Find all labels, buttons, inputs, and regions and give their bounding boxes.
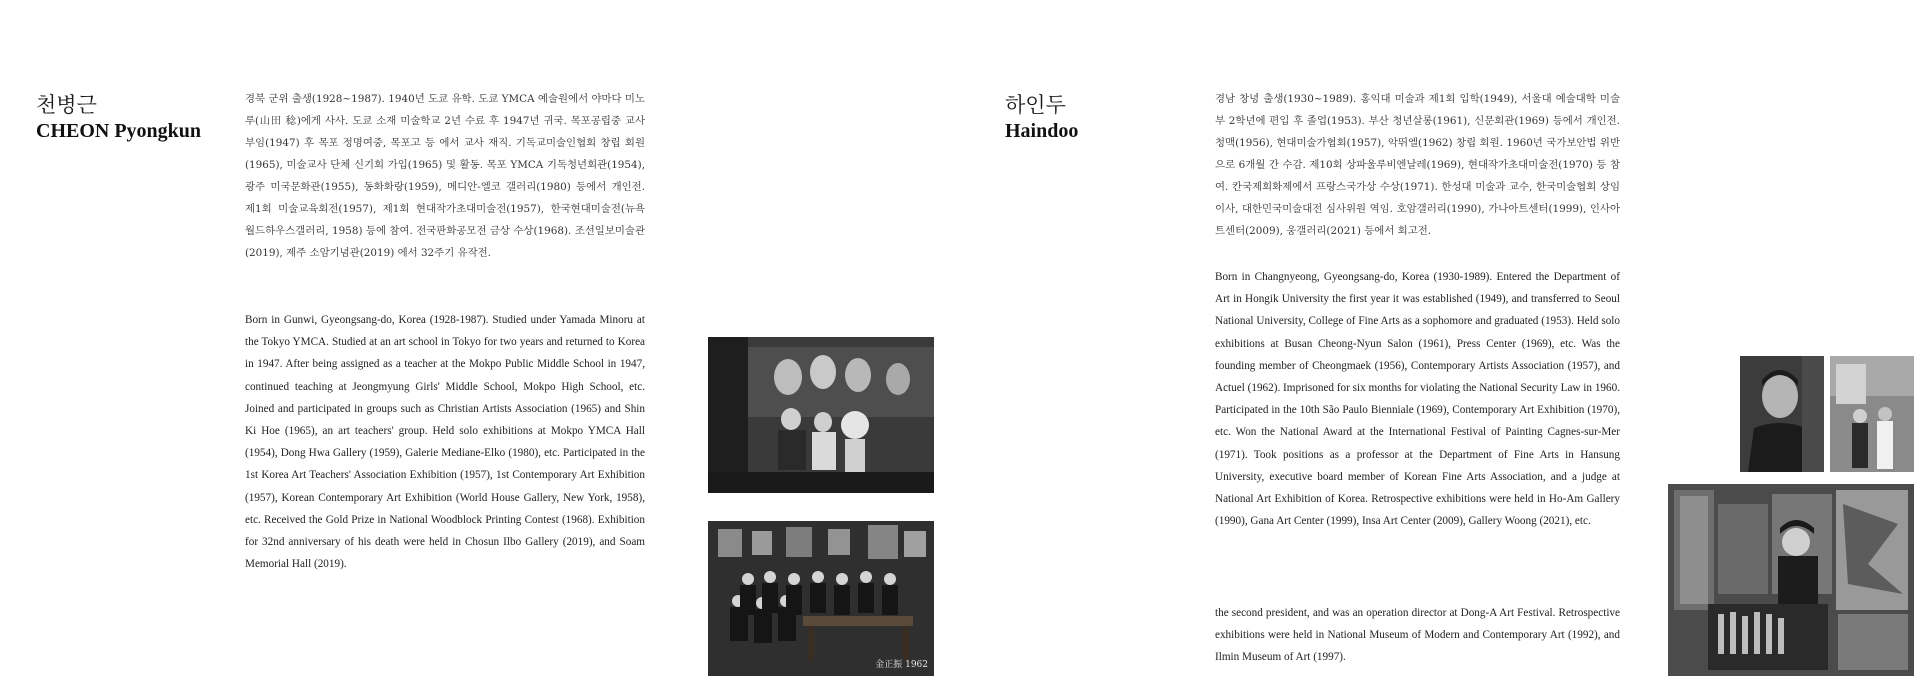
left-artist-bio-ko: 경북 군위 출생(1928~1987). 1940년 도쿄 유학. 도쿄 YMCA 예술원에서 야마다 미노루(山田 稔)에게 사사. 도쿄 소재 미술학교 2년 수료 후 1947년 귀국. 목포공립중 교사 부임(1947) 후 목포 정명여중, 목포고 등 에서 교사 재직. 기독교미술인협회 창립 회원(1965), 미술교사 단체 신기회 가입(1965) 및 활동. 목포 YMCA 기독청년회관(1954), 광주 미국문화관(1955), 동화화랑(1959), 메디안-엘코 갤러리(1980) 등에서 개인전. 제1회 미술교육회전(1957), 제1회 현대작가초대미술전(1957), 한국현대미술전(뉴욕 월드하우스갤러리, 1958) 등에 참여. 전국판화공모전 금상 수상(1968). 조선일보미술관(2019), 제주 소암기념관(2019) 에서 32주기 유작전. xyxy=(245,93,645,259)
right-artist-bio-ko: 경남 창녕 출생(1930~1989). 홍익대 미술과 제1회 입학(1949), 서울대 예술대학 미술부 2학년에 편입 후 졸업(1953). 부산 청년살롱(1961), 신문회관(1969) 등에서 개인전. 청맥(1956), 현대미술가협회(1957), 악뛰엘(1962) 창립 회원. 1960년 국가보안법 위반으로 6개월 간 수감. 제10회 상파울루비엔날레(1969), 현대작가초대미술전(1970) 등 참여. 칸국제회화제에서 프랑스국가상 수상(1971). 한성대 미술과 교수, 한국미술협회 상임이사, 대한민국미술대전 심사위원 역임. 호암갤러리(1990), 가나아트센터(1999), 인사아트센터(2009), 웅갤러리(2021) 등에서 회고전. xyxy=(1215,93,1620,237)
left-artist-bio-en: Born in Gunwi, Gyeongsang-do, Korea (1928-1987). Studied under Yamada Minoru at the Tokyo YMCA. Studied at an art school in Tokyo for two years and returned to Korea in 1947. After being assigned as a teacher at the Mokpo Public Middle School in 1947, continued teaching at Jeongmyung Girls' Middle School, Mokpo High School, etc. Joined and participated in groups such as Christian Artists Association (1965) and Shin Ki Hoe (1965), an art teachers' group. Held solo exhibitions at Mokpo YMCA Hall (1954), Dong Hwa Gallery (1959), Galerie Mediane-Elko (1980), etc. Participated in the 1st Korea Art Teachers' Association Exhibition (1957), 1st Contemporary Art Exhibition (1957), Korean Contemporary Art Exhibition (World House Gallery, New York, 1958), etc. Received the Gold Prize in National Woodblock Printing Contest (1968). Exhibition for 32nd anniversary of his death were held in Chosun Ilbo Gallery (2019), and Soam Memorial Hall (2019). xyxy=(245,314,645,571)
painting-studio-photo xyxy=(1668,484,1914,676)
left-artist-name-en: CHEON Pyongkun xyxy=(36,120,202,142)
portrait-photo xyxy=(1740,356,1824,472)
group-photo-caption: 金正振 1962 xyxy=(875,660,928,670)
left-artist-name-ko: 천병근 xyxy=(36,93,97,117)
studio-visit-photo xyxy=(1830,356,1914,472)
right-artist-name-en: Haindoo xyxy=(1005,120,1079,142)
right-artist-bio-en-continued: the second president, and was an operation director at Dong-A Art Festival. Retrospective exhibitions were held in National Museum of Modern and Contemporary Art (1992), and Ilmin Museum of Art (1997). xyxy=(1215,607,1620,664)
studio-photo xyxy=(708,337,934,493)
right-artist-name-ko: 하인두 xyxy=(1005,93,1066,117)
right-artist-bio-en: Born in Changnyeong, Gyeongsang-do, Korea (1930-1989). Entered the Department of Art in Hongik University the first year it was established (1949), and transferred to Seoul National University, College of Fine Arts as a sophomore and graduated (1953). Held solo exhibitions at Busan Cheong-Nyun Salon (1961), Press Center (1969), etc. Was the founding member of Cheongmaek (1956), Contemporary Artists Association (1957), and Actuel (1962). Imprisoned for six months for violating the National Security Law in 1960. Participated in the 10th São Paulo Bienniale (1969), Contemporary Art Exhibition (1970), etc. Won the National Award at the International Festival of Painting Cagnes-sur-Mer (1971). Took positions as a professor at the Department of Fine Arts in Hansung University, executive board member of Korean Fine Arts Association, and a judge at National Art Exhibition of Korea. Retrospective exhibitions were held in Ho-Am Gallery (1990), Gana Art Center (1999), Insa Art Center (2009), Gallery Woong (2021), etc. xyxy=(1215,271,1620,528)
group-photo xyxy=(708,521,934,676)
